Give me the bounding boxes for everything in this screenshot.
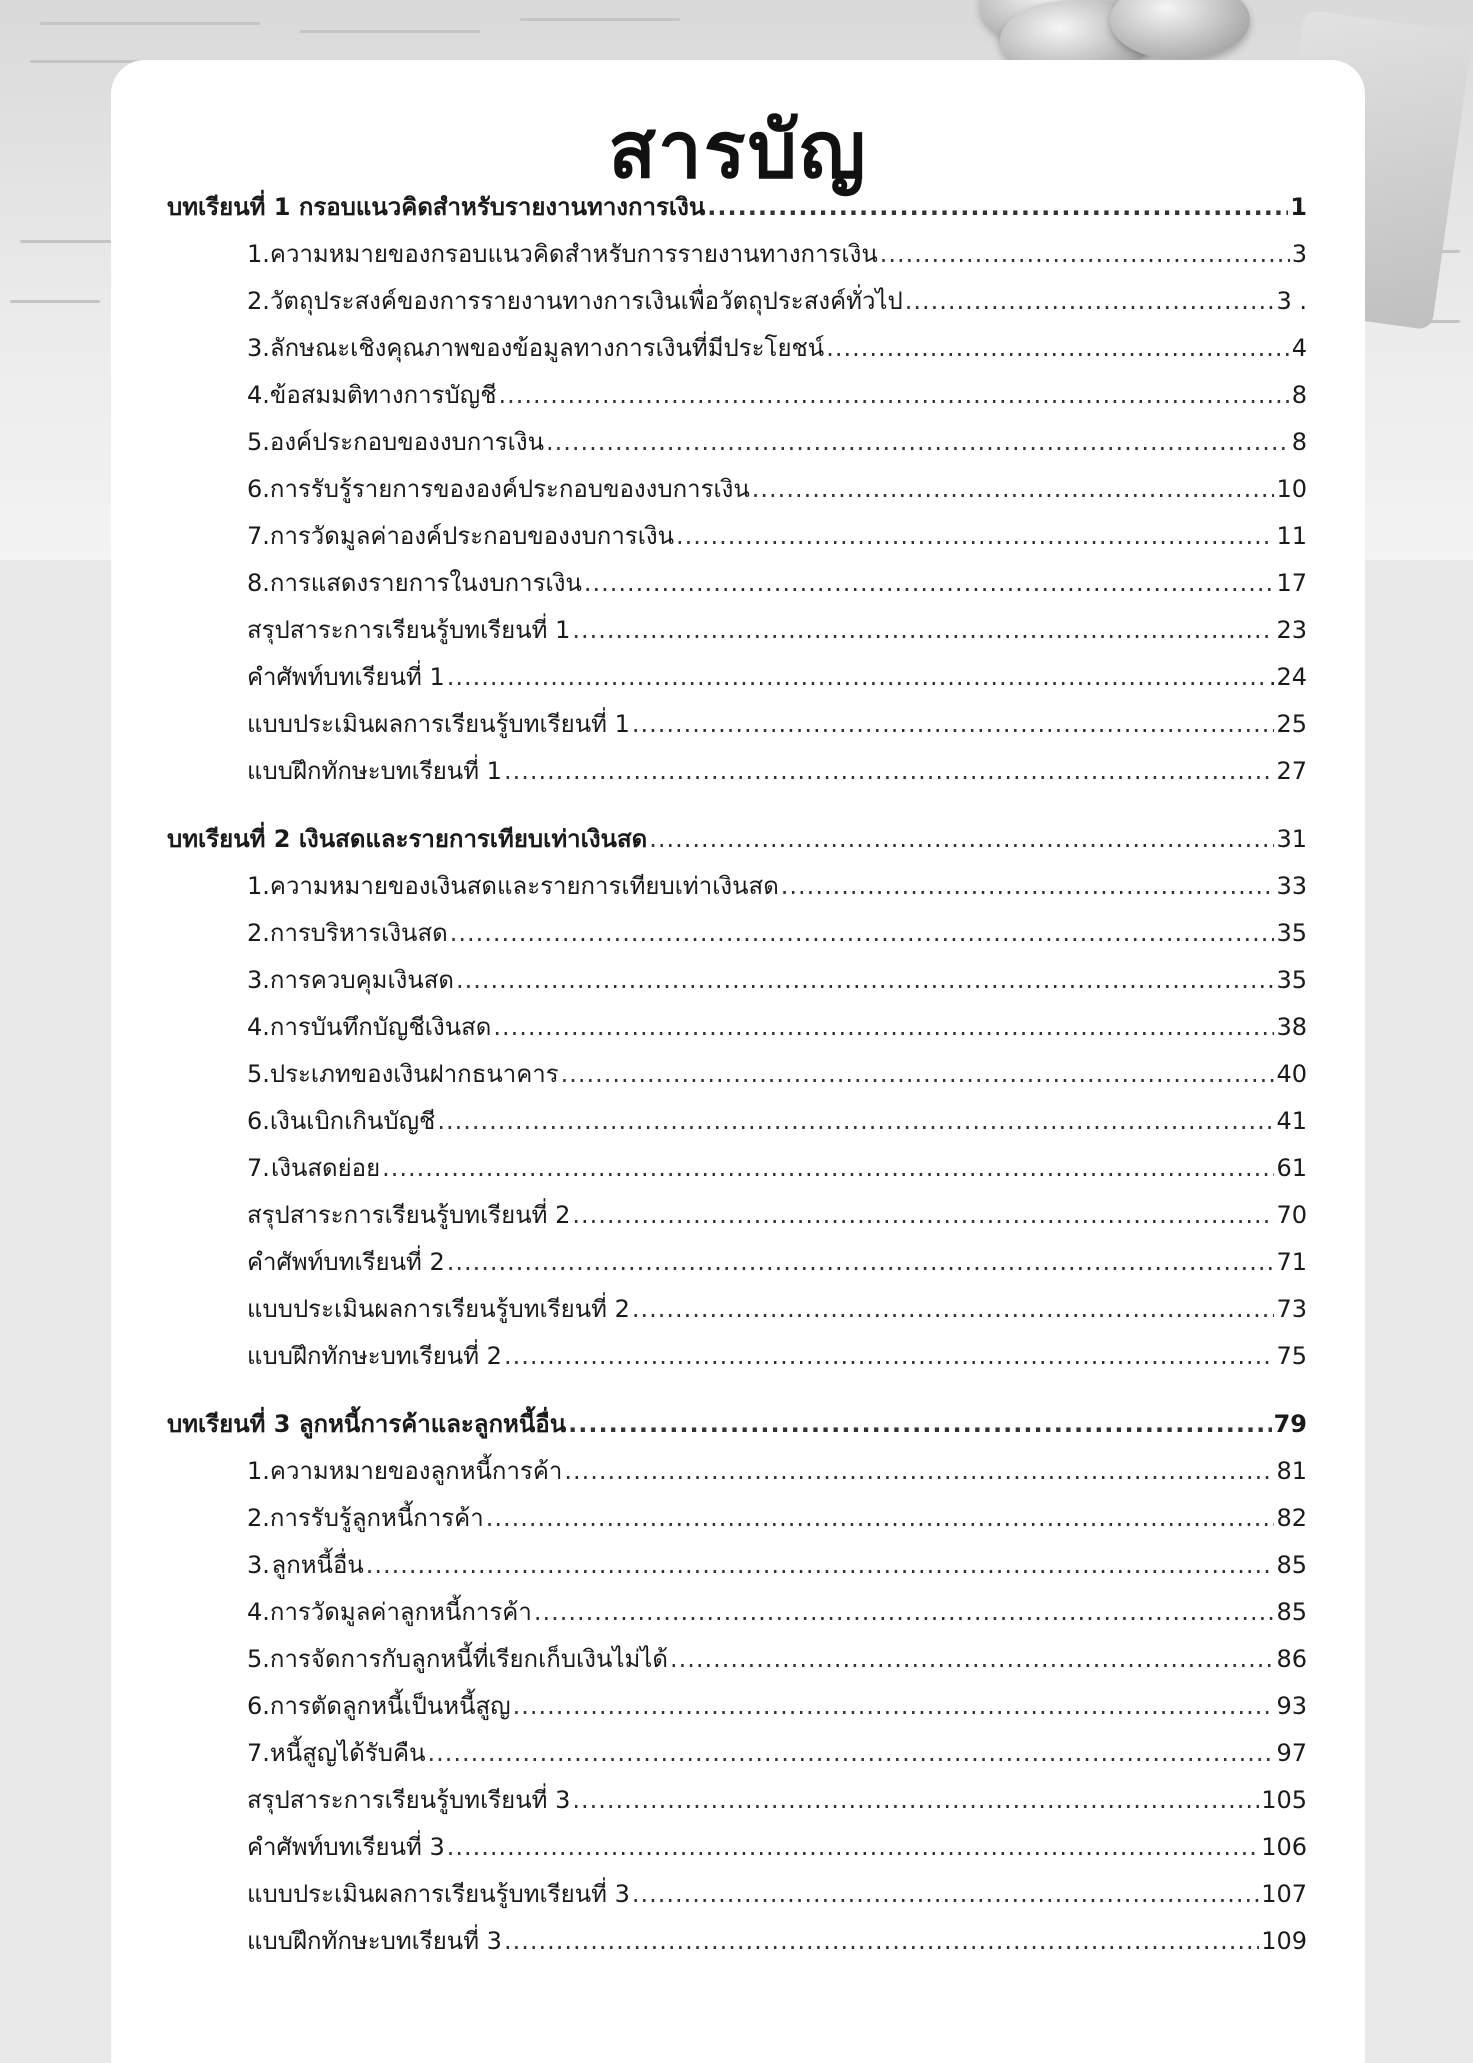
toc-extra[interactable]: แบบฝึกทักษะบทเรียนที่ 1 ..... 27: [167, 748, 1307, 795]
toc-item[interactable]: 2. วัตถุประสงค์ของการรายงานทางการเงินเพื่อวัตถุประสงค์ทั่วไป ..... 3 .: [167, 278, 1307, 325]
toc-item[interactable]: 4. การบันทึกบัญชีเงินสด ..... 38: [167, 1004, 1307, 1051]
toc-item[interactable]: 5. การจัดการกับลูกหนี้ที่เรียกเก็บเงินไม่ได้ ..... 86: [167, 1636, 1307, 1683]
toc-item[interactable]: 2. การรับรู้ลูกหนี้การค้า ..... 82: [167, 1495, 1307, 1542]
toc-extra[interactable]: แบบประเมินผลการเรียนรู้บทเรียนที่ 2 ..... 73: [167, 1286, 1307, 1333]
toc-item[interactable]: 8. การแสดงรายการในงบการเงิน ..... 17: [167, 560, 1307, 607]
toc-item[interactable]: 2. การบริหารเงินสด ..... 35: [167, 910, 1307, 957]
chapter-3-heading[interactable]: [167, 1401, 1307, 1448]
toc-extra[interactable]: สรุปสาระการเรียนรู้บทเรียนที่ 2 ..... 70: [167, 1192, 1307, 1239]
toc-item[interactable]: 5. องค์ประกอบของงบการเงิน ..... 8: [167, 419, 1307, 466]
chapter-title: บทเรียนที่ 3 ลูกหนี้การค้าและลูกหนี้อื่น: [167, 1410, 567, 1438]
toc-extra[interactable]: แบบฝึกทักษะบทเรียนที่ 3 ..... 109: [167, 1918, 1307, 1965]
toc-extra[interactable]: คำศัพท์บทเรียนที่ 2 ..... 71: [167, 1239, 1307, 1286]
chapter-title: บทเรียนที่ 2 เงินสดและรายการเทียบเท่าเงินสด: [167, 825, 648, 853]
toc-item[interactable]: 6. การรับรู้รายการขององค์ประกอบของงบการเงิน ..... 10: [167, 466, 1307, 513]
toc-extra[interactable]: คำศัพท์บทเรียนที่ 1 ..... .24: [167, 654, 1307, 701]
toc-extra[interactable]: คำศัพท์บทเรียนที่ 3 ..... 106: [167, 1824, 1307, 1871]
table-of-contents: [167, 184, 1307, 1965]
page-number: 1: [1290, 193, 1307, 221]
toc-item[interactable]: 3. การควบคุมเงินสด ..... 35: [167, 957, 1307, 1004]
toc-extra[interactable]: สรุปสาระการเรียนรู้บทเรียนที่ 3 ..... 105: [167, 1777, 1307, 1824]
toc-item[interactable]: 7. การวัดมูลค่าองค์ประกอบของงบการเงิน ..... 11: [167, 513, 1307, 560]
toc-item[interactable]: 7. เงินสดย่อย ..... 61: [167, 1145, 1307, 1192]
toc-extra[interactable]: แบบประเมินผลการเรียนรู้บทเรียนที่ 1 ..... 25: [167, 701, 1307, 748]
page-number: 79: [1273, 1410, 1307, 1438]
toc-extra[interactable]: แบบฝึกทักษะบทเรียนที่ 2 ..... 75: [167, 1333, 1307, 1380]
toc-item[interactable]: 1. ความหมายของลูกหนี้การค้า ..... 81: [167, 1448, 1307, 1495]
chapter-2-heading[interactable]: [167, 816, 1307, 863]
toc-item[interactable]: 6. การตัดลูกหนี้เป็นหนี้สูญ ..... 93: [167, 1683, 1307, 1730]
toc-item[interactable]: 7. หนี้สูญได้รับคืน ..... 97: [167, 1730, 1307, 1777]
toc-item[interactable]: 3. ลูกหนี้อื่น ..... 85: [167, 1542, 1307, 1589]
toc-item[interactable]: 4. การวัดมูลค่าลูกหนี้การค้า ..... 85: [167, 1589, 1307, 1636]
toc-item[interactable]: 5. ประเภทของเงินฝากธนาคาร ..... 40: [167, 1051, 1307, 1098]
chapter-title: บทเรียนที่ 1 กรอบแนวคิดสำหรับรายงานทางการเงิน: [167, 193, 706, 221]
toc-card: [111, 60, 1365, 2063]
toc-extra[interactable]: สรุปสาระการเรียนรู้บทเรียนที่ 1 ..... 23: [167, 607, 1307, 654]
chapter-1-heading[interactable]: [167, 184, 1307, 231]
toc-extra[interactable]: แบบประเมินผลการเรียนรู้บทเรียนที่ 3 ..... 107: [167, 1871, 1307, 1918]
toc-item[interactable]: 3. ลักษณะเชิงคุณภาพของข้อมูลทางการเงินที่มีประโยชน์ ..... 4: [167, 325, 1307, 372]
toc-item[interactable]: 1. ความหมายของเงินสดและรายการเทียบเท่าเงินสด ..... 33: [167, 863, 1307, 910]
toc-item[interactable]: 6. เงินเบิกเกินบัญชี ..... 41: [167, 1098, 1307, 1145]
page-title: สารบัญ: [608, 106, 868, 196]
page-number: 31: [1276, 825, 1307, 853]
toc-item[interactable]: 4. ข้อสมมติทางการบัญชี ..... 8: [167, 372, 1307, 419]
toc-item[interactable]: 1. ความหมายของกรอบแนวคิดสำหรับการรายงานทางการเงิน ..... 3: [167, 231, 1307, 278]
